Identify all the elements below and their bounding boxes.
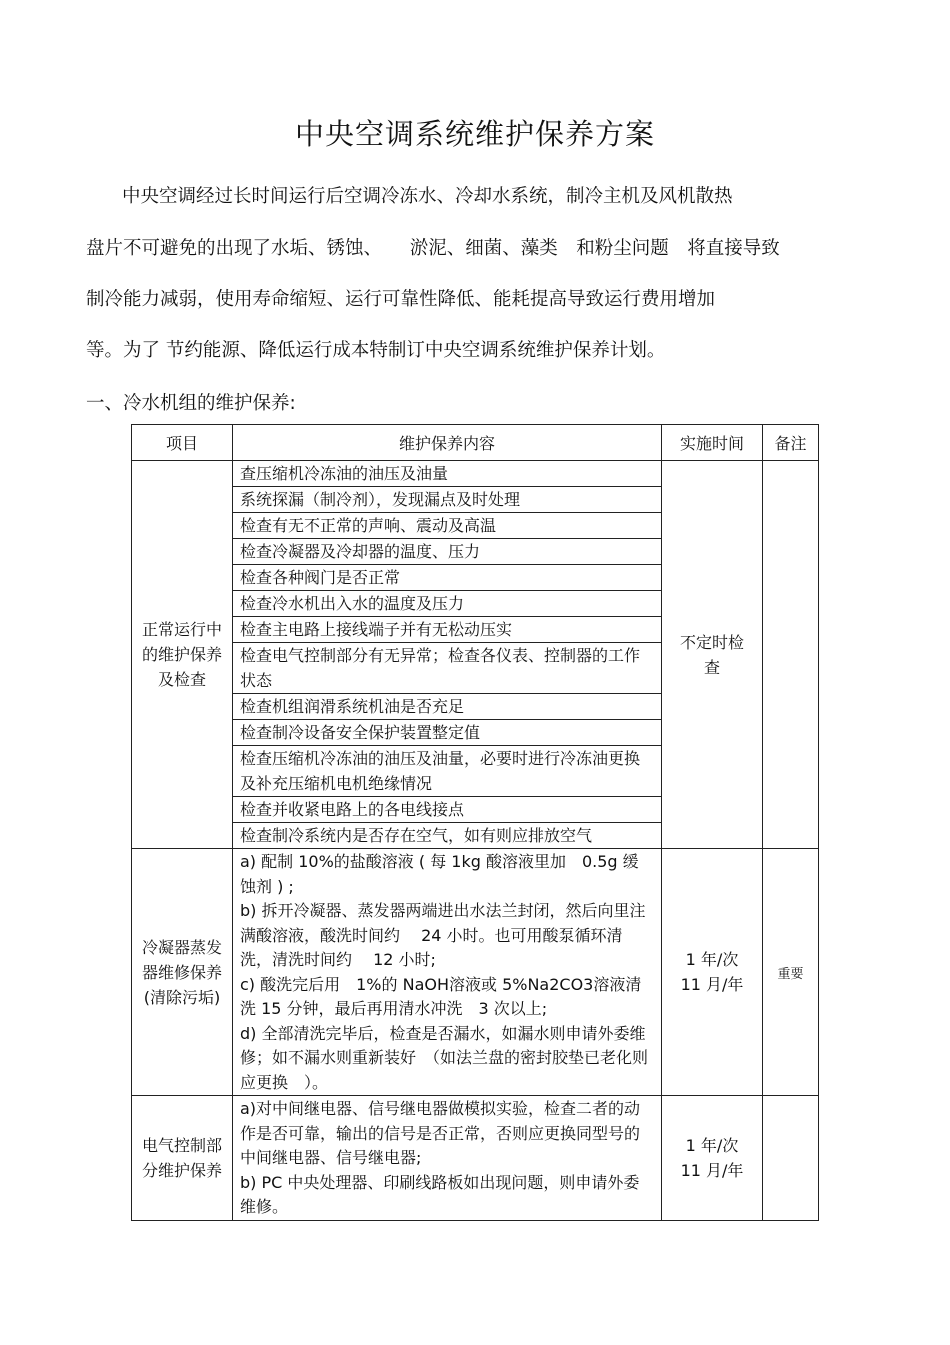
header-time: 实施时间 <box>662 425 763 461</box>
item-cell: 电气控制部分维护保养 <box>132 1096 233 1221</box>
time-cell: 1 年/次 11 月/年 <box>662 849 763 1096</box>
header-item: 项目 <box>132 425 233 461</box>
list-item: 检查压缩机冷冻油的油压及油量，必要时进行冷冻油更换及补充压缩机电机绝缘情况 <box>233 746 661 797</box>
content-text: a)对中间继电器、信号继电器做模拟实验，检查二者的动作是否可靠，输出的信号是否正常，否则应更换同型号的中间继电器、信号继电器; b) PC 中央处理器、印刷线路板如出现问题，则申请外委维修。 <box>240 1099 641 1216</box>
content-text: a) 配制 10%的盐酸溶液 ( 每 1kg 酸溶液里加 0.5g 缓蚀剂 ) ; b) 拆开冷凝器、蒸发器两端进出水法兰封闭，然后向里注满酸溶液，酸洗时间约 24 小时。也可用酸泵循环清洗，清洗时间约 12 小时; c) 酸洗完后用 1%的 NaOH溶液或 5%Na2CO3溶液清洗 15 分钟，最后再用清水冲洗 3 次以上; d) 全部清洗完毕后，检查是否漏水，如漏水则申请外委维修；如不漏水则重新装好 （如法兰盘的密封胶垫已老化则应更换 ）。 <box>240 852 649 1092</box>
list-item: 检查主电路上接线端子并有无松动压实 <box>233 617 661 643</box>
list-item: 检查并收紧电路上的各电线接点 <box>233 797 661 823</box>
note-cell <box>763 1096 819 1221</box>
section-heading: 一、冷水机组的维护保养: <box>86 393 296 414</box>
list-item: 查压缩机冷冻油的油压及油量 <box>233 461 661 487</box>
note-cell <box>763 461 819 849</box>
item-cell: 正常运行中的维护保养及检查 <box>132 461 233 849</box>
table-header-row <box>132 425 819 461</box>
list-item: 检查各种阀门是否正常 <box>233 565 661 591</box>
table-row <box>132 849 819 1096</box>
item-cell: 冷凝器蒸发器维修保养(清除污垢) <box>132 849 233 1096</box>
intro-line-4: 等。为了 节约能源、降低运行成本特制订中央空调系统维护保养计划。 <box>86 340 666 361</box>
time-cell: 不定时检查 <box>662 461 763 849</box>
page-title: 中央空调系统维护保养方案 <box>294 117 655 151</box>
list-item: 检查机组润滑系统机油是否充足 <box>233 694 661 720</box>
header-content: 维护保养内容 <box>233 425 662 461</box>
content-list-cell <box>233 461 662 849</box>
maintenance-table <box>131 424 819 1221</box>
list-item: 检查有无不正常的声响、震动及高温 <box>233 513 661 539</box>
intro-line-1: 中央空调经过长时间运行后空调冷冻水、冷却水系统，制冷主机及风机散热 <box>122 186 733 207</box>
note-cell: 重要 <box>763 849 819 1096</box>
list-item: 检查电气控制部分有无异常；检查各仪表、控制器的工作状态 <box>233 643 661 694</box>
list-item: 系统探漏（制冷剂），发现漏点及时处理 <box>233 487 661 513</box>
table-row <box>132 1096 819 1221</box>
list-item: 检查冷凝器及冷却器的温度、压力 <box>233 539 661 565</box>
content-cell <box>233 849 662 1096</box>
intro-line-3: 制冷能力减弱，使用寿命缩短、运行可靠性降低、能耗提高导致运行费用增加 <box>86 289 716 310</box>
list-item: 检查制冷设备安全保护装置整定值 <box>233 720 661 746</box>
list-item: 检查冷水机出入水的温度及压力 <box>233 591 661 617</box>
intro-line-2: 盘片不可避免的出现了水垢、锈蚀、 淤泥、细菌、藻类 和粉尘问题 将直接导致 <box>86 238 780 259</box>
header-note: 备注 <box>763 425 819 461</box>
list-item: 检查制冷系统内是否存在空气，如有则应排放空气 <box>240 826 593 845</box>
content-cell <box>233 1096 662 1221</box>
time-cell: 1 年/次 11 月/年 <box>662 1096 763 1221</box>
table-row <box>132 461 819 849</box>
